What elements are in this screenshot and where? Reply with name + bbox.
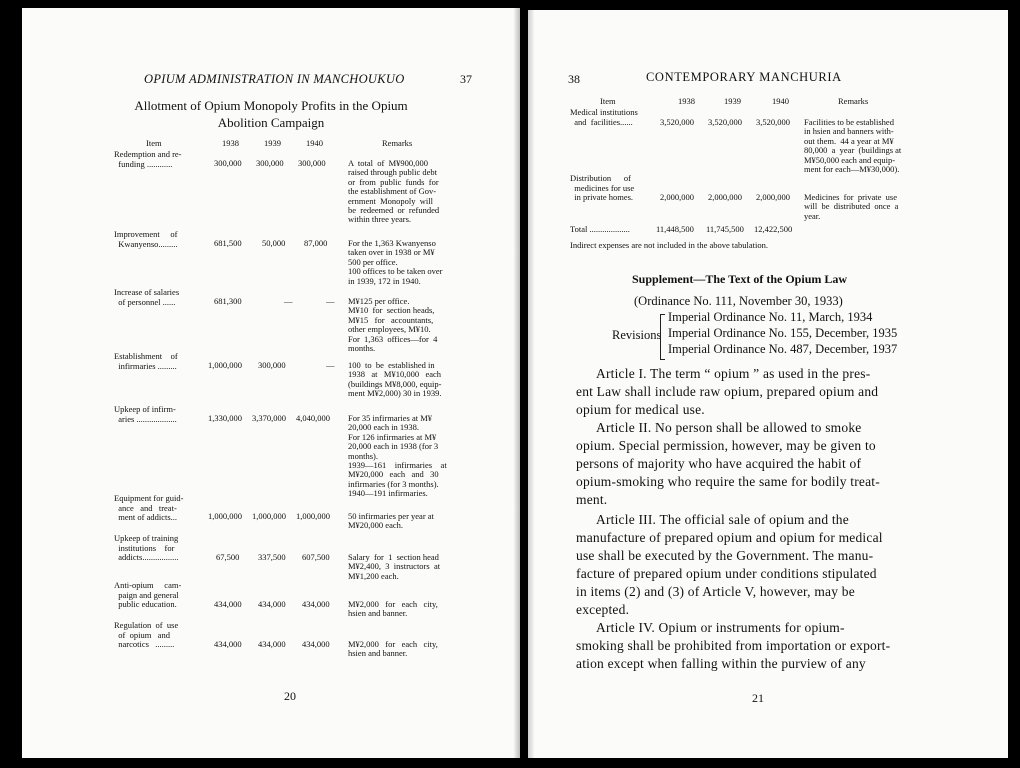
revisions-label: Revisions [612, 328, 662, 342]
row-value-1940: 607,500 [302, 552, 330, 562]
row-value-1938: 3,520,000 [660, 117, 694, 127]
row-item: Medical institutions and facilities...... [570, 107, 638, 127]
row-remarks: M¥2,000 for each city, hsien and banner. [348, 639, 438, 659]
right-head-page-number: 38 [568, 72, 580, 86]
col-header-1938: 1938 [222, 138, 239, 148]
row-value-1940: 300,000 [298, 158, 326, 168]
table-note: Indirect expenses are not included in the above tabulation. [570, 240, 769, 250]
col-header-remarks: Remarks [838, 96, 869, 106]
row-item: Increase of salaries of personnel ...... [114, 287, 180, 307]
row-item: Upkeep of training institutions for addicts................. [114, 533, 179, 562]
row-item: Anti-opium cam- paign and general public education. [114, 580, 182, 609]
row-value-1939: 1,000,000 [252, 511, 286, 521]
body-line: use shall be executed by the Government. The manu- [576, 548, 874, 563]
body-line: Article II. No person shall be allowed to smoke [596, 420, 862, 435]
row-value-1939: 434,000 [258, 599, 286, 609]
right-page [528, 10, 1008, 758]
row-item: Establishment of infirmaries ......... [114, 351, 178, 371]
total-1938: 11,448,500 [656, 224, 694, 234]
col-header-item: Item [146, 138, 162, 148]
row-remarks: M¥2,000 for each city, hsien and banner. [348, 599, 438, 619]
row-value-1938: 1,000,000 [208, 511, 242, 521]
row-value-1938: 300,000 [214, 158, 242, 168]
body-line: opium. Special permission, however, may be given to [576, 438, 876, 453]
row-remarks: 100 to be established in 1938 at M¥10,000 each (buildings M¥8,000, equip- ment M¥2,000) 30 in 1939. [348, 360, 442, 399]
row-remarks: M¥125 per office. M¥10 for section heads, M¥15 for accountants, other employees, M¥10. For 1,363 offices—for 4 months. [348, 296, 438, 354]
row-value-1938: 67,500 [216, 552, 240, 562]
col-header-1939: 1939 [724, 96, 741, 106]
row-value-1938: 434,000 [214, 639, 242, 649]
body-line: in items (2) and (3) of Article V, however, may be [576, 584, 855, 599]
revision-2: Imperial Ordinance No. 155, December, 1935 [668, 326, 898, 340]
revision-3: Imperial Ordinance No. 487, December, 1937 [668, 342, 898, 356]
row-value-1940: 434,000 [302, 639, 330, 649]
row-remarks: Facilities to be established in hsien and banners with- out them. 44 a year at M¥ 80,000 a year (buildings at M¥50,000 each and equip- ment for each—M¥30,000). [804, 117, 902, 175]
right-running-head: CONTEMPORARY MANCHURIA [646, 70, 842, 84]
row-value-1940: — [326, 360, 335, 370]
revisions-brace [660, 314, 665, 360]
left-head-page-number: 37 [460, 72, 472, 86]
row-remarks: For the 1,363 Kwanyenso taken over in 1938 or M¥ 500 per office. 100 offices to be taken over in 1939, 172 in 1940. [348, 238, 443, 286]
row-value-1940: 87,000 [304, 238, 328, 248]
row-value-1939: 3,370,000 [252, 413, 286, 423]
row-value-1938: 1,330,000 [208, 413, 242, 423]
col-header-remarks: Remarks [382, 138, 413, 148]
row-value-1939: — [284, 296, 293, 306]
body-line: Article III. The official sale of opium and the [596, 512, 849, 527]
ordinance-line: (Ordinance No. 111, November 30, 1933) [634, 294, 843, 308]
row-value-1940: — [326, 296, 335, 306]
row-value-1938: 681,300 [214, 296, 242, 306]
row-remarks: A total of M¥900,000 raised through public debt or from public funds for the establishment of Gov- ernment Monopoly will be redeemed or refunded within three years. [348, 158, 440, 225]
total-1939: 11,745,500 [706, 224, 744, 234]
body-line: Article I. The term “ opium ” as used in the pres- [596, 366, 871, 381]
right-folio: 21 [752, 691, 764, 705]
body-line: excepted. [576, 602, 630, 617]
row-value-1938: 434,000 [214, 599, 242, 609]
table-title-line-2: Abolition Campaign [217, 115, 325, 130]
total-1940: 12,422,500 [754, 224, 793, 234]
body-line: ation except when falling within the purview of any [576, 656, 866, 671]
row-remarks: Salary for 1 section head M¥2,400, 3 instructors at M¥1,200 each. [348, 552, 441, 581]
body-line: ent Law shall include raw opium, prepared opium and [576, 384, 879, 399]
row-item: Regulation of use of opium and narcotics ......... [114, 620, 179, 649]
row-remarks: 50 infirmaries per year at M¥20,000 each. [348, 511, 434, 531]
row-remarks: For 35 infirmaries at M¥ 20,000 each in 1938. For 126 infirmaries at M¥ 20,000 each in 1938 (for 3 months). 1939—161 infirmaries at M¥20,000 each and 30 infirmaries (for 3 months). 1940—191 infirmaries. [348, 413, 447, 499]
left-running-head: OPIUM ADMINISTRATION IN MANCHOUKUO [144, 72, 405, 86]
col-header-1939: 1939 [264, 138, 281, 148]
revision-1: Imperial Ordinance No. 11, March, 1934 [668, 310, 873, 324]
body-line: Article IV. Opium or instruments for opium- [596, 620, 845, 635]
row-item: Distribution of medicines for use in private homes. [570, 173, 635, 202]
body-line: smoking shall be prohibited from importation or export- [576, 638, 891, 653]
row-remarks: Medicines for private use will be distributed once a year. [804, 192, 899, 221]
row-value-1939: 2,000,000 [708, 192, 742, 202]
body-line: opium-smoking who require the same for bodily treat- [576, 474, 880, 489]
right-gutter-shadow [528, 10, 534, 758]
supplement-heading: Supplement—The Text of the Opium Law [632, 272, 848, 286]
row-value-1940: 3,520,000 [756, 117, 790, 127]
row-value-1940: 4,040,000 [296, 413, 330, 423]
row-value-1939: 300,000 [256, 158, 284, 168]
row-value-1938: 2,000,000 [660, 192, 694, 202]
body-line: persons of majority who have acquired the habit of [576, 456, 862, 471]
row-value-1939: 434,000 [258, 639, 286, 649]
body-line: facture of prepared opium under conditions stipulated [576, 566, 877, 581]
row-item: Upkeep of infirm- aries ................... [114, 404, 177, 424]
body-line: ment. [576, 492, 608, 507]
row-item: Redemption and re- funding ............ [114, 149, 182, 169]
col-header-item: Item [600, 96, 616, 106]
row-value-1940: 1,000,000 [296, 511, 330, 521]
col-header-1938: 1938 [678, 96, 695, 106]
body-line: opium for medical use. [576, 402, 705, 417]
col-header-1940: 1940 [772, 96, 789, 106]
left-page [22, 8, 520, 758]
row-item: Equipment for guid- ance and treat- ment of addicts... [114, 493, 184, 522]
row-value-1939: 50,000 [262, 238, 286, 248]
row-value-1938: 1,000,000 [208, 360, 242, 370]
total-label: Total ................... [570, 224, 630, 234]
row-value-1939: 337,500 [258, 552, 286, 562]
table-title-line-1: Allotment of Opium Monopoly Profits in the Opium [134, 98, 408, 113]
left-folio: 20 [284, 689, 296, 703]
row-value-1940: 434,000 [302, 599, 330, 609]
row-value-1939: 300,000 [258, 360, 286, 370]
row-item: Improvement of Kwanyenso......... [114, 229, 178, 249]
row-value-1939: 3,520,000 [708, 117, 742, 127]
row-value-1940: 2,000,000 [756, 192, 790, 202]
body-line: manufacture of prepared opium and opium for medical [576, 530, 883, 545]
row-value-1938: 681,500 [214, 238, 242, 248]
col-header-1940: 1940 [306, 138, 323, 148]
